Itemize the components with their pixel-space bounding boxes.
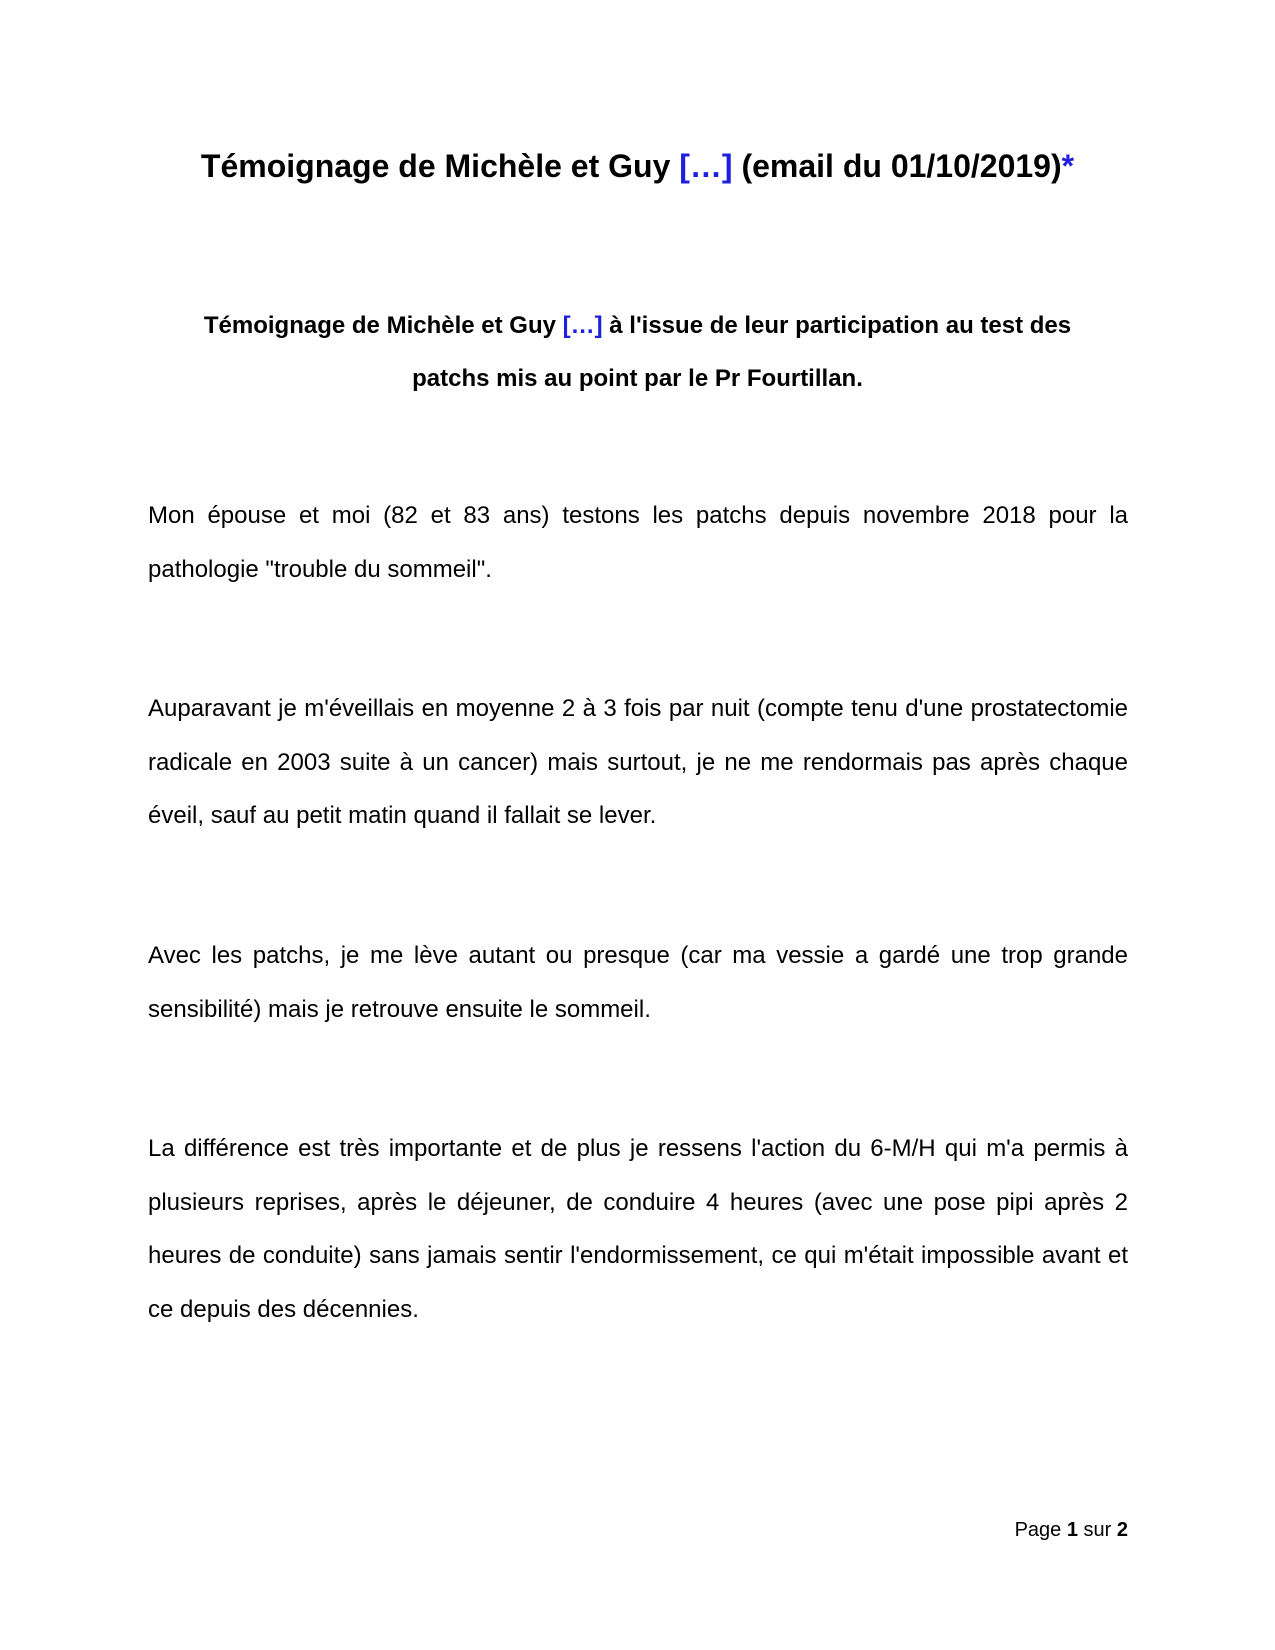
title-ellipsis: […]: [679, 148, 733, 184]
subtitle-suffix: à l'issue de leur participation au test des patchs mis au point par le Pr Fourtillan.: [412, 312, 1072, 392]
paragraph-4: La différence est très importante et de plus je ressens l'action du 6-M/H qui m'a permis à plusieurs reprises, après le déjeuner, de conduire 4 heures (avec une pose pipi après 2 heures de conduite) sans jamais sentir l'endormissement, ce qui m'était impossible avant et ce depuis des décennies.: [148, 1135, 1128, 1323]
paragraph-2: Auparavant je m'éveillais en moyenne 2 à 3 fois par nuit (compte tenu d'une prostatectomie radicale en 2003 suite à un cancer) mais surtout, je ne me rendormais pas après chaque éveil, sauf au petit matin quand il fallait se lever.: [148, 695, 1128, 829]
subtitle-prefix: Témoignage de Michèle et Guy: [203, 312, 563, 339]
subtitle-ellipsis: […]: [562, 312, 603, 339]
footer-page-word: Page: [1014, 1519, 1067, 1541]
title-prefix: Témoignage de Michèle et Guy: [200, 148, 680, 184]
footer-current-page: 1: [1066, 1519, 1078, 1541]
footer-of-word: sur: [1077, 1519, 1117, 1541]
paragraph-3: Avec les patchs, je me lève autant ou presque (car ma vessie a gardé une trop grande sensibilité) mais je retrouve ensuite le sommeil.: [148, 942, 1128, 1023]
document-title: [60, 146, 1215, 186]
title-suffix: (email du 01/10/2019): [732, 148, 1062, 184]
footer-total-pages: 2: [1116, 1519, 1128, 1541]
page-number-footer: [1015, 1518, 1128, 1542]
document-subtitle: [170, 299, 1105, 405]
title-asterisk: *: [1061, 148, 1075, 184]
paragraph-1: Mon épouse et moi (82 et 83 ans) testons les patchs depuis novembre 2018 pour la pathologie "trouble du sommeil".: [148, 502, 1128, 583]
